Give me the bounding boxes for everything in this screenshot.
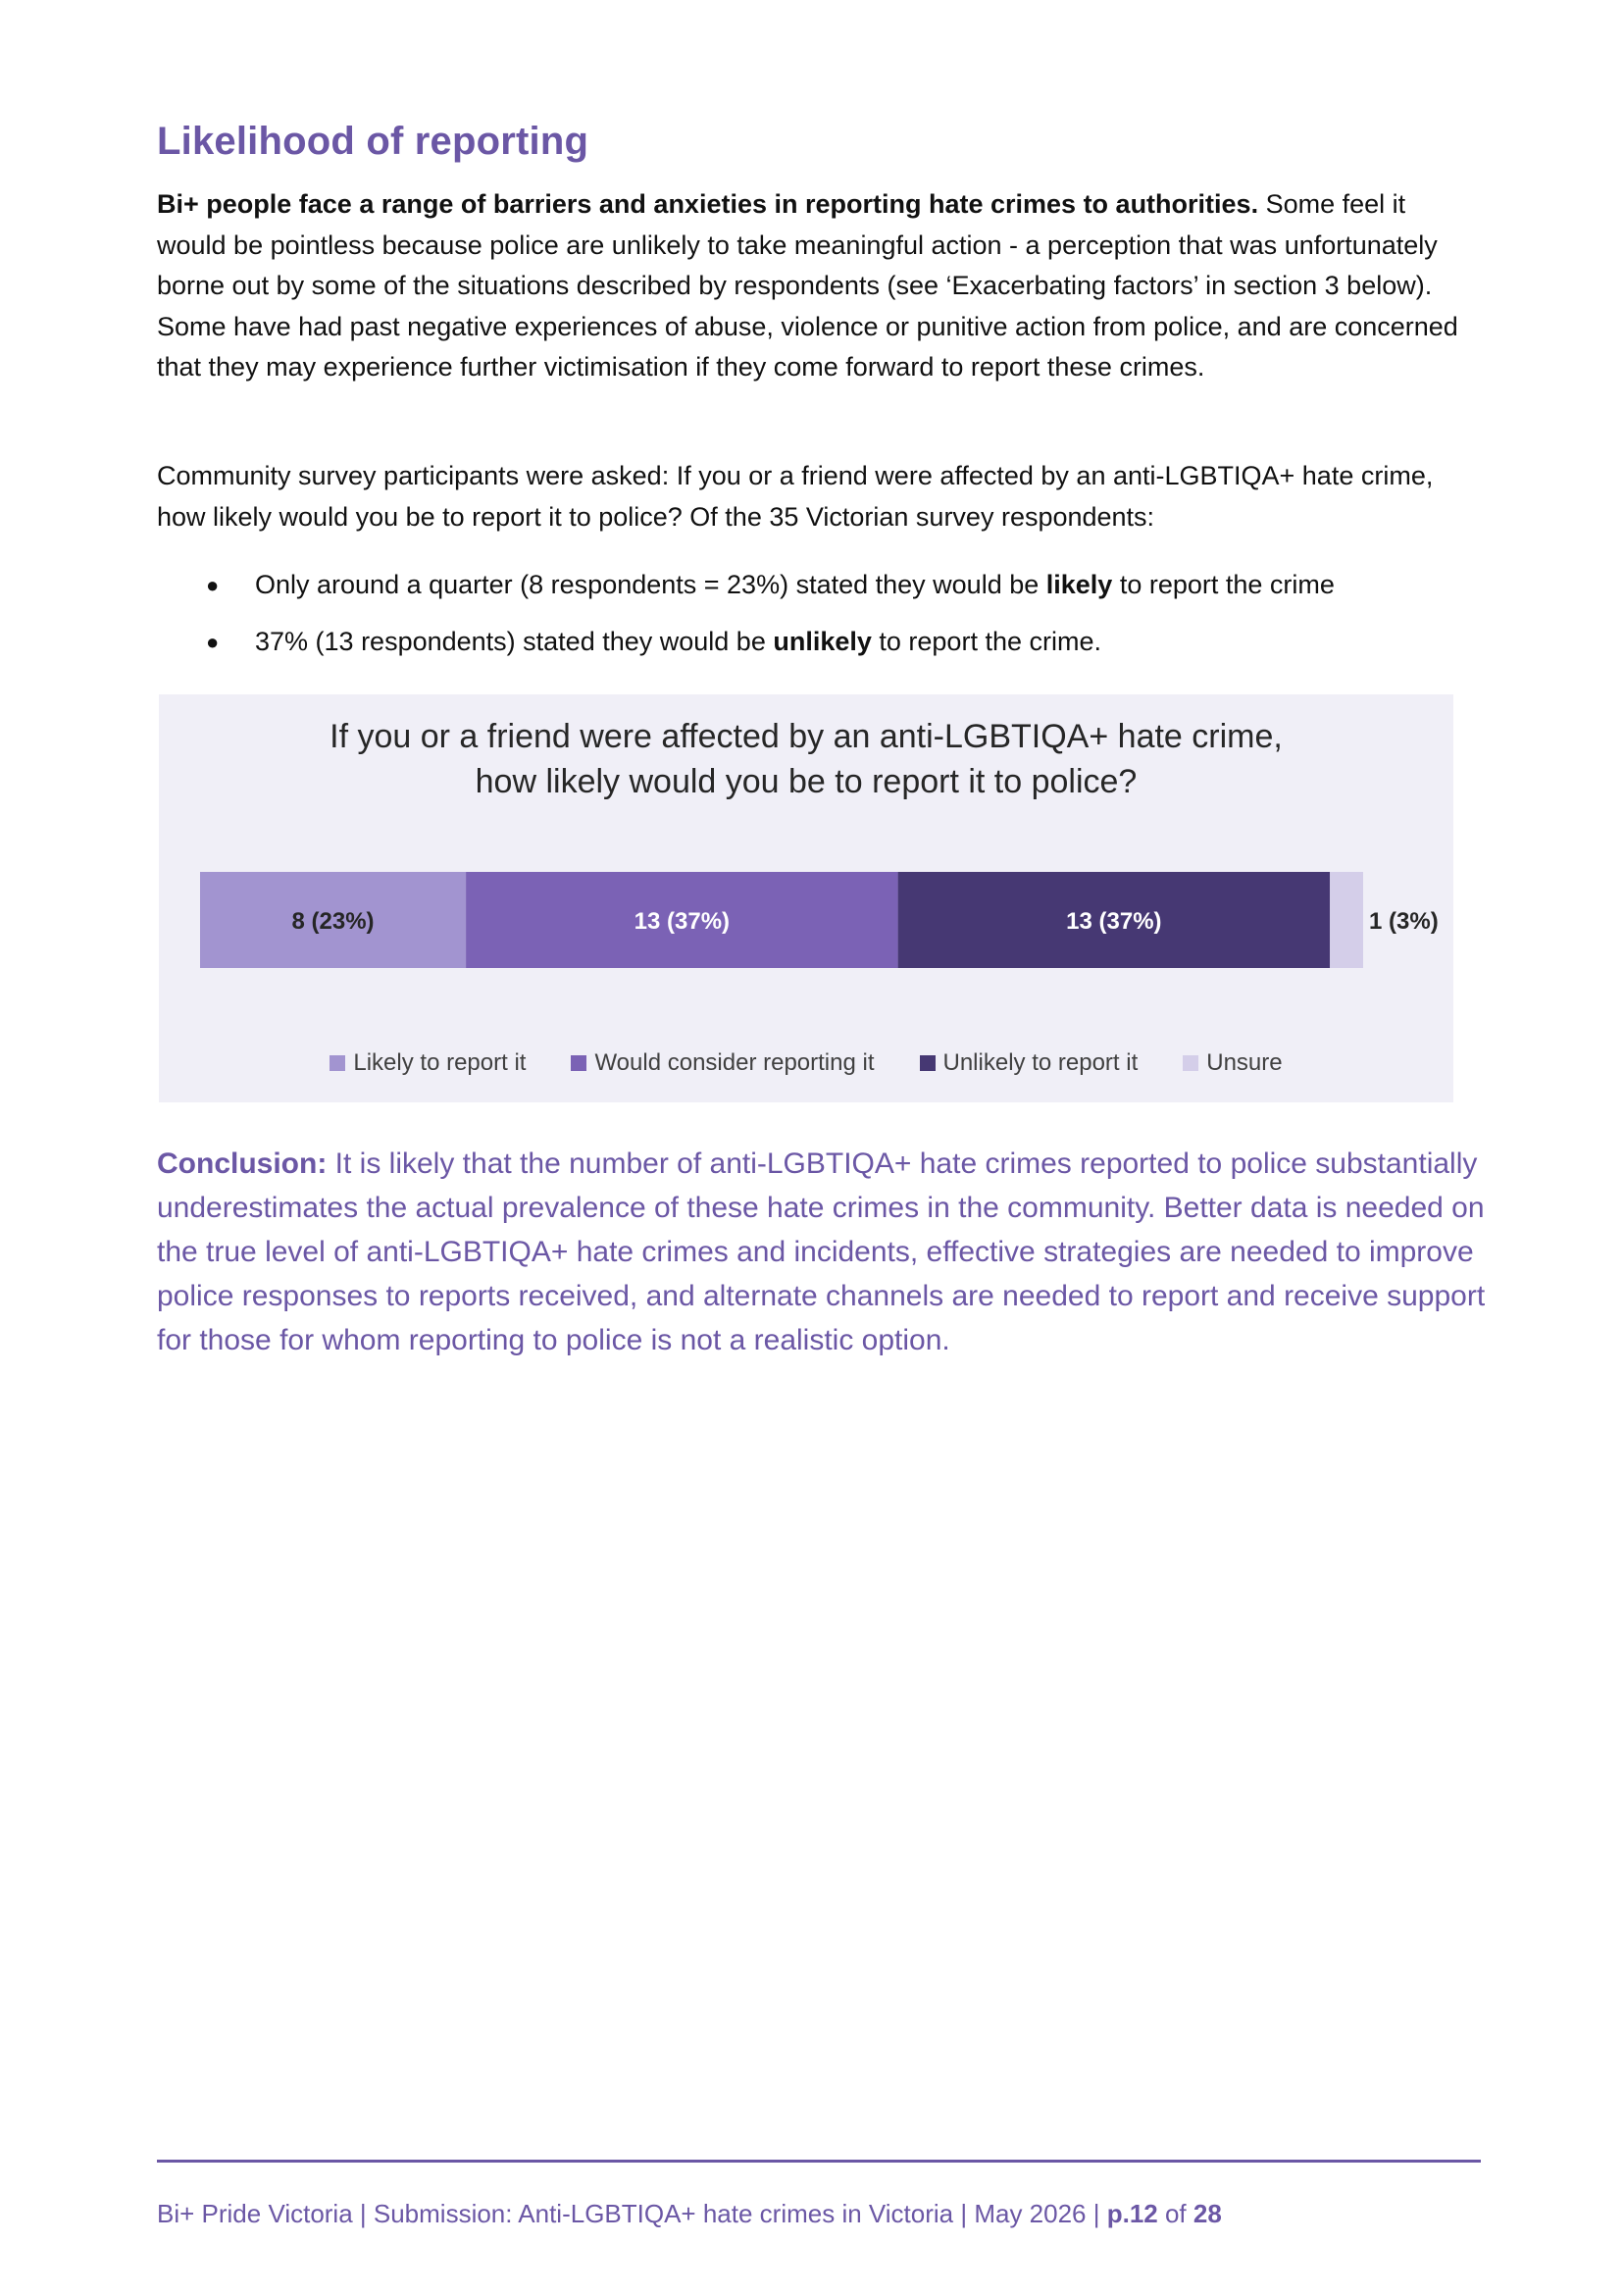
finding-text: Only around a quarter (8 respondents = 23%) stated they would be xyxy=(255,570,1046,599)
legend-item-1 xyxy=(330,1049,526,1077)
chart-title-line-1: If you or a friend were affected by an anti-LGBTIQA+ hate crime, xyxy=(330,718,1283,755)
conclusion-text: It is likely that the number of anti-LGBTIQA+ hate crimes reported to police substantially underestimates the actual prevalence of these hate crimes in the community. Better data is needed on the true level of anti-LGBTIQA+ hate crimes and incidents, effective strategies are needed to improve police responses to reports received, and alternate channels are needed to report and receive support for those for whom reporting to police is not a realistic option. xyxy=(157,1147,1486,1356)
legend-swatch xyxy=(1183,1055,1198,1071)
finding-text-end: to report the crime. xyxy=(871,626,1101,656)
chart-legend xyxy=(159,1049,1453,1077)
section-heading: Likelihood of reporting xyxy=(157,120,589,163)
page-footer xyxy=(157,2199,1222,2229)
paragraph-barriers xyxy=(157,184,1471,388)
paragraph-barriers-rest: Some feel it would be pointless because police are unlikely to take meaningful action - a perception that was unfortunately borne out by some of the situations described by respondents (see ‘Exacerbating factors’ in section 3 below). Some have had past negative experiences of abuse, violence or punitive action from police, and are concerned that they may experience further victimisation if they come forward to report these crimes. xyxy=(157,189,1458,382)
finding-emphasis: unlikely xyxy=(773,626,872,656)
data-label-2: 13 (37%) xyxy=(634,908,731,935)
legend-label: Likely to report it xyxy=(353,1049,527,1076)
finding-item-unlikely xyxy=(157,622,1471,663)
legend-swatch xyxy=(920,1055,936,1071)
finding-text-end: to report the crime xyxy=(1112,570,1335,599)
paragraph-barriers-lead: Bi+ people face a range of barriers and anxieties in reporting hate crimes to authorities. xyxy=(157,189,1259,219)
legend-label: Unlikely to report it xyxy=(942,1049,1139,1076)
footer-divider xyxy=(157,2160,1481,2163)
finding-emphasis: likely xyxy=(1045,570,1113,599)
data-label-4: 1 (3%) xyxy=(1369,908,1439,935)
legend-item-3 xyxy=(920,1049,1139,1077)
chart-title xyxy=(159,714,1453,804)
footer-text: Bi+ Pride Victoria | Submission: Anti-LGBTIQA+ hate crimes in Victoria | May 2026 | xyxy=(157,2199,1107,2228)
conclusion-label: Conclusion: xyxy=(157,1147,328,1180)
bar-segment-4 xyxy=(1330,872,1363,968)
chart-panel xyxy=(159,694,1453,1102)
finding-item-likely xyxy=(157,565,1471,606)
legend-swatch xyxy=(330,1055,345,1071)
footer-page-prefix: p. xyxy=(1106,2199,1130,2228)
data-label-3: 13 (37%) xyxy=(1066,908,1162,935)
footer-total-pages: 28 xyxy=(1193,2199,1222,2228)
footer-of: of xyxy=(1157,2199,1193,2228)
legend-label: Unsure xyxy=(1206,1049,1283,1076)
findings-list xyxy=(157,565,1471,678)
legend-label: Would consider reporting it xyxy=(594,1049,875,1076)
bullet-marker: ● xyxy=(206,573,220,597)
legend-item-4 xyxy=(1183,1049,1282,1077)
paragraph-survey: Community survey participants were asked: If you or a friend were affected by an anti-LGBTIQA+ hate crime, how likely would you be to report it to police? Of the 35 Victorian survey respondents: xyxy=(157,461,1434,532)
footer-page-number: 12 xyxy=(1129,2199,1158,2228)
legend-swatch xyxy=(571,1055,586,1071)
data-label-1: 8 (23%) xyxy=(291,908,375,935)
legend-item-2 xyxy=(571,1049,874,1077)
bullet-marker: ● xyxy=(206,629,220,654)
finding-text: 37% (13 respondents) stated they would be xyxy=(255,626,774,656)
conclusion-paragraph xyxy=(157,1142,1491,1362)
chart-title-line-2: how likely would you be to report it to police? xyxy=(475,763,1138,800)
